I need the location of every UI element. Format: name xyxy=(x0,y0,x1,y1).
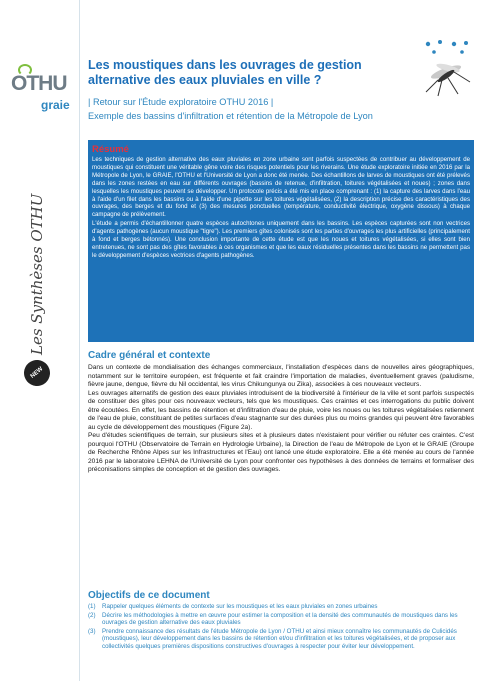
series-label: Les Synthèses OTHU xyxy=(28,193,46,355)
objectifs-title: Objectifs de ce document xyxy=(88,590,210,601)
list-item-text: Décrire les méthodologies à mettre en œuvre pour estimer la composition et la densité des communautés de moustiques dans les ouvrages de gestion alternative des eaux pluviales xyxy=(102,611,458,627)
cadre-title: Cadre général et contexte xyxy=(88,350,211,361)
objectifs-list xyxy=(88,603,474,652)
resume-paragraph: L'étude a permis d'échantillonner quatre espèces autochtones uniquement dans les bassins. Les espèces capturées sont non vectrices d'agents pathogènes (aucun moustique "tigre"). Les premiers gîtes colonisés sont les parties d'ouvrages les plus artificielles (principalement à fond et berges bétonnés). Une conclusion importante de cette étude est que les noues et toitures végétalisées, si elles sont bien entretenues, ne sont pas des gîtes favorables à ces organismes et que les eaux résiduelles présentes dans les bassins ne permettent pas le développement d'espèces vectrices d'agents pathogènes. xyxy=(92,220,470,259)
resume-paragraph: Les techniques de gestion alternative des eaux pluviales en zone urbaine sont parfois suspectées de contribuer au développement de moustiques qui constituent une véritable gêne voire des risques potentiels pour les riverains. Une étude exploratoire initiée en 2016 par la Métropole de Lyon, le GRAIE, l'OTHU et l'Université de Lyon a donc été menée. Des échantillons de larves de moustiques ont été prélevés dans les zones restées en eau sur différents ouvrages (bassins de retenue, d'infiltration, toitures végétalisées et noues) ; zones dans lesquelles les moustiques peuvent se développer. Un protocole précis a été mis en place comprenant : (1) la capture des larves dans l'eau à l'aide d'un filet dans les bassins ou à l'aide d'une pipette sur les toitures végétalisées, (2) la description précise des caractéristiques des ouvrages, des berges et du fond et (3) des mesures ponctuelles (température, conductivité électrique, oxygène dissous) à chaque campagne de prélèvement. xyxy=(92,156,470,219)
sidebar xyxy=(0,0,80,681)
list-item-text: Prendre connaissance des résultats de l'étude Métropole de Lyon / OTHU et ainsi mieux connaître les communautés de Culicidés (moustiques), leur développement dans les bassins de rétention et/ou d'infiltration et les toitures végétalisées, et de proposer aux collectivités quelques premières dispositions constructives d'ouvrages à respecter pour éviter leur développement. xyxy=(102,627,457,650)
list-item-text: Rappeler quelques éléments de contexte sur les moustiques et les eaux pluviales en zones urbaines xyxy=(102,603,378,610)
cadre-paragraph: Dans un contexte de mondialisation des échanges commerciaux, l'installation d'espèces dans de nouvelles aires géographiques, notamment sur le territoire européen, est fréquente et fait craindre l'importation de maladies, éventuellement graves (paludisme, fièvre jaune, dengue, fièvre du Nil occidental, les virus Chikungunya ou Zika), associées à ces nouveaux vecteurs. xyxy=(88,364,474,388)
logo-text: OTHU xyxy=(11,72,67,95)
list-item xyxy=(88,603,474,611)
cadre-paragraph: Les ouvrages alternatifs de gestion des eaux pluviales introduisent de la biodiversité à l'intérieur de la ville et sont parfois suspectés de constituer des gîtes pour ces nouveaux vecteurs, tels que les moustiques. Ces craintes et ces interrogations du public doivent être écoutées. En effet, les bassins de rétention et d'infiltration d'eau de pluie, voire les noues ou les toitures végétalisées retiennent de l'eau de pluie, constituant de petites surfaces d'eau stagnante sur des durées plus ou moins grandes qui peuvent être favorables au cycle de développement des moustiques (Figure 2a). xyxy=(88,389,474,431)
list-item-number: (1) xyxy=(88,603,96,610)
logo-graie: graie xyxy=(41,98,70,112)
new-badge: NEW xyxy=(19,355,56,392)
document-subtitle-example: Exemple des bassins d'infiltration et rétention de la Métropole de Lyon xyxy=(88,111,373,121)
list-item-number: (2) xyxy=(88,611,96,619)
resume-box xyxy=(88,140,474,342)
list-item xyxy=(88,612,474,627)
resume-title: Résumé xyxy=(92,144,129,155)
mosquito-icon xyxy=(418,38,474,98)
document-subtitle: | Retour sur l'Étude exploratoire OTHU 2016 | xyxy=(88,97,274,107)
list-item xyxy=(88,628,474,651)
othu-logo xyxy=(10,60,72,120)
list-item-number: (3) xyxy=(88,627,96,635)
cadre-paragraph: Peu d'études scientifiques de terrain, sur plusieurs sites et à plusieurs dates n'existaient pour vérifier ou réfuter ces craintes. C'est pourquoi l'OTHU (Observatoire de Terrain en Hydrologie Urbaine), la Direction de l'eau de Métropole de Lyon et le GRAIE (Groupe de Recherche Rhône Alpes sur les Infrastructures et l'Eau) ont lancé une étude exploratoire. Elle a été menée au cours de l'année 2016 par le laboratoire LEHNA de l'Université de Lyon pour confronter ces hypothèses à des données de terrains et formaliser des préconisations simples de conception et de gestion des ouvrages. xyxy=(88,432,474,473)
cadre-body xyxy=(88,364,474,475)
document-title: Les moustiques dans les ouvrages de gestion alternative des eaux pluviales en ville ? xyxy=(88,58,362,87)
